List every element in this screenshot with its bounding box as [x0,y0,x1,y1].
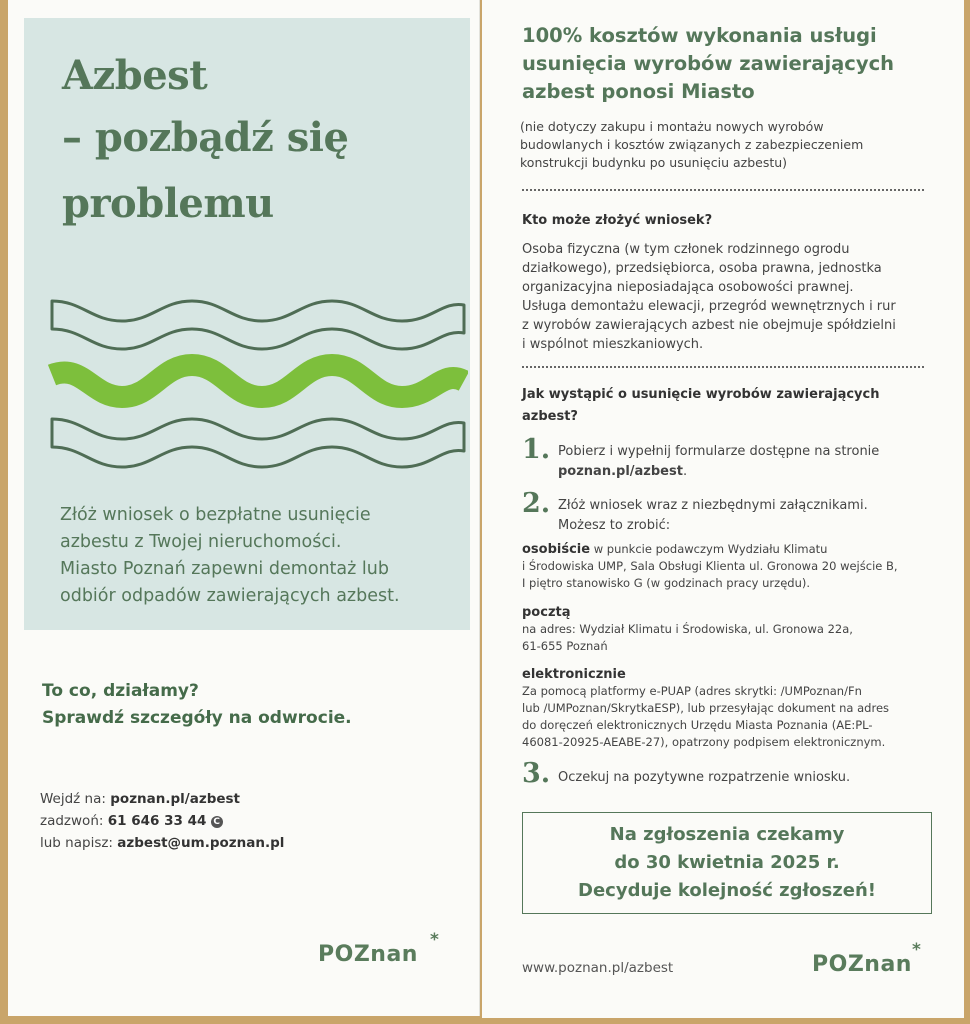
wave-outline-top [52,301,464,349]
logo-star-icon: * [430,930,440,950]
method-personal-line-1 [522,541,898,558]
method-online-line: 46081-20925-AEABE-27), opatrzony podpisem elektronicznym. [522,735,886,749]
answer-line: i wspólnot mieszkaniowych. [522,337,704,352]
cost-heading [522,22,894,106]
poznan-logo [812,940,922,977]
method-personal-line: i Środowiska UMP, Sala Obsługi Klienta ul. Gronowa 20 wejście B, [522,559,898,573]
notice-line: Na zgłoszenia czekamy [609,824,845,845]
heading-line: 100% kosztów wykonania usługi [522,24,877,47]
contact-email [40,832,284,854]
step-2-line: Złóż wniosek wraz z niezbędnymi załącznikami. [558,498,868,513]
dotted-divider [522,189,924,191]
contact-info [40,788,284,854]
title-line-2: – pozbądź się [62,114,349,161]
heading-line: usunięcia wyrobów zawierających [522,52,895,75]
method-personal [522,541,898,592]
email-link[interactable]: azbest@um.poznan.pl [117,835,285,851]
method-personal-text: w punkcie podawczym Wydziału Klimatu [590,542,828,556]
method-mail-label: pocztą [522,605,571,620]
dotted-divider [522,366,924,368]
cta-line-1: To co, działamy? [42,681,199,701]
title-line-1: Azbest [62,52,208,99]
phone-cost-icon: C [211,816,223,828]
website-link[interactable]: poznan.pl/azbest [110,791,241,807]
method-personal-label: osobiście [522,542,591,557]
panel-description [60,502,470,610]
step-2-number: 2. [522,488,551,519]
step-1-line: Pobierz i wypełnij formularze dostępne na stronie [558,444,880,459]
title-line-3: problemu [62,180,274,227]
answer-line: działkowego), przedsiębiorca, osoba prawna, jednostka [522,261,882,276]
method-online-line: lub /UMPoznan/SkrytkaESP), lub przesyłając dokument na adres [522,701,890,715]
website-label: Wejdź na: [40,791,106,807]
method-online-line: do doręczeń elektronicznych Urzędu Miasta Poznania (AE:PL- [522,718,873,732]
back-page [482,0,964,1018]
method-personal-line: I piętro stanowisko G (w godzinach pracy urzędu). [522,576,810,590]
step-3-line: Oczekuj na pozytywne rozpatrzenie wniosku. [558,770,851,785]
answer-line: Usługa demontażu elewacji, przegród wewnętrznych i rur [522,299,896,314]
answer-line: z wyrobów zawierających azbest nie obejmuje spółdzielni [522,318,896,333]
method-mail-line: na adres: Wydział Klimatu i Środowiska, ul. Gronowa 22a, [522,622,853,636]
note-line: budowlanych i kosztów związanych z zabezpieczeniem [520,137,864,152]
wave-illustration [48,293,468,493]
step-3-number: 3. [522,758,551,789]
website-url[interactable]: www.poznan.pl/azbest [522,960,674,976]
step-2-text [558,496,868,536]
method-mail-line: 61-655 Poznań [522,639,608,653]
method-online [522,666,889,751]
question-how [522,384,880,428]
logo-star-icon: * [912,940,922,960]
logo-text: POZnan [812,952,912,977]
question-who [522,210,712,232]
hero-panel [24,18,470,630]
method-online-label: elektronicznie [522,667,626,682]
wave-outline-bottom [52,419,464,467]
answer-line: Osoba fizyczna (w tym członek rodzinnego ogrodu [522,242,850,257]
panel-text-line: azbestu z Twojej nieruchomości. [60,532,342,552]
question-how-line: azbest? [522,409,578,424]
deadline-notice [522,812,932,914]
poznan-logo [318,930,440,967]
call-to-action [42,678,352,732]
panel-text-line: Złóż wniosek o bezpłatne usunięcie [60,505,371,525]
method-online-line: Za pomocą platformy e-PUAP (adres skrytki: /UMPoznan/Fn [522,684,862,698]
step-1-number: 1. [522,434,551,465]
question-how-line: Jak wystąpić o usunięcie wyrobów zawierających [522,387,880,402]
notice-line: Decyduje kolejność zgłoszeń! [578,880,876,901]
method-mail [522,604,853,655]
wave-green-middle [52,365,464,397]
cta-line-2: Sprawdź szczegóły na odwrocie. [42,708,352,728]
contact-website [40,788,284,810]
panel-text-line: Miasto Poznań zapewni demontaż lub [60,559,389,579]
heading-line: azbest ponosi Miasto [522,80,755,103]
email-label: lub napisz: [40,835,113,851]
contact-phone [40,810,284,832]
front-page [8,0,480,1016]
logo-text: POZnan [318,942,418,967]
step-1-tail: . [682,464,688,479]
question-who-text: Kto może złożyć wniosek? [522,213,713,228]
note-line: konstrukcji budynku po usunięciu azbestu) [520,155,788,170]
answer-line: organizacyjna nieposiadająca osobowości prawnej. [522,280,854,295]
answer-who [522,240,896,354]
phone-label: zadzwoń: [40,813,104,829]
step-3-text [558,768,850,788]
phone-number[interactable]: 61 646 33 44 [107,813,207,829]
step-1-link[interactable]: poznan.pl/azbest [558,464,683,479]
step-1-link-line [558,462,879,482]
note-line: (nie dotyczy zakupu i montażu nowych wyrobów [520,119,824,134]
panel-text-line: odbiór odpadów zawierających azbest. [60,586,400,606]
notice-line: do 30 kwietnia 2025 r. [614,852,840,873]
cost-note [520,118,863,172]
step-2-line: Możesz to zrobić: [558,518,671,533]
step-1-text [558,442,879,482]
